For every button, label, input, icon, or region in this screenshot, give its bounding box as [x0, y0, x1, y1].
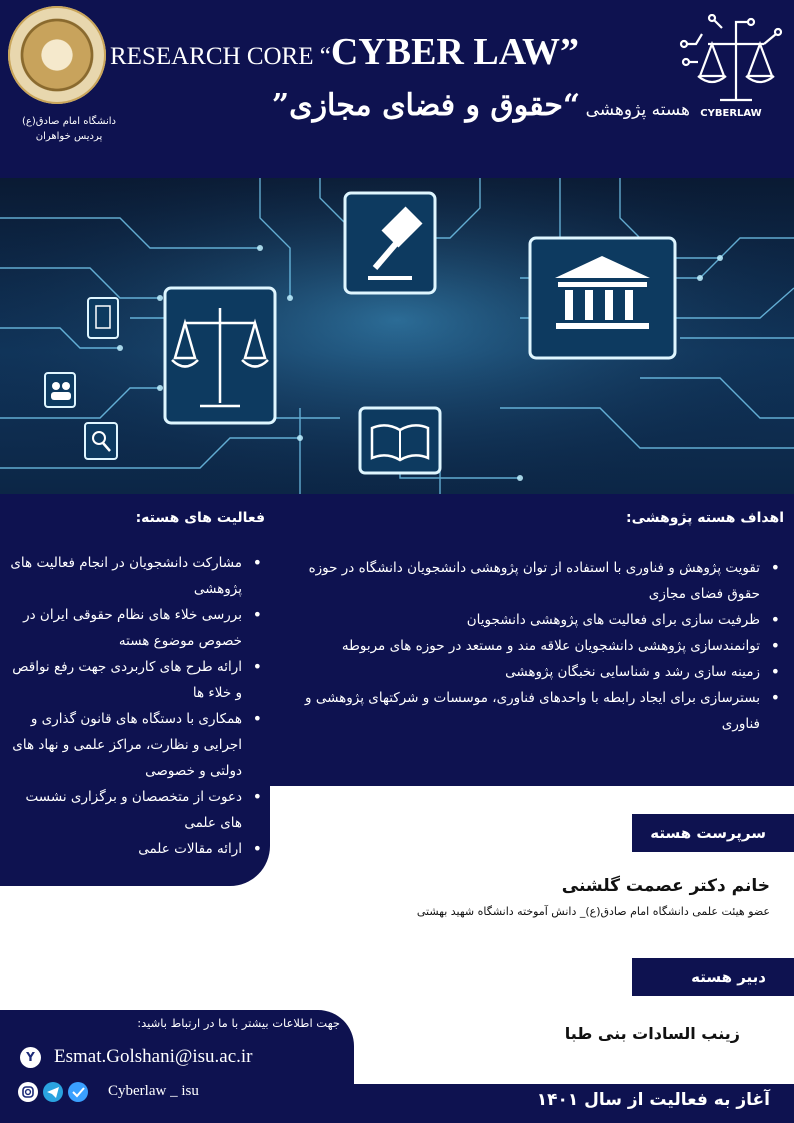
yahoo-icon: Y — [20, 1047, 41, 1068]
goals-list — [290, 555, 784, 737]
title-en — [110, 30, 690, 74]
social-icons — [18, 1081, 98, 1103]
people-icon — [45, 373, 75, 407]
activities-heading: فعالیت های هسته: — [135, 510, 265, 526]
book-icon — [360, 408, 440, 473]
title-fa-prefix: هسته پژوهشی — [580, 100, 690, 120]
activities-list — [10, 550, 266, 862]
courthouse-icon — [530, 238, 675, 358]
secretary-tag: دبیر هسته — [632, 958, 794, 996]
goal-item: • تقویت پژوهش و فناوری با استفاده از توان پژوهشی دانشجویان دانشگاه در حوزه حقوق فضای مجازی — [290, 555, 784, 607]
goal-item: • بسترسازی برای ایجاد رابطه با واحدهای فناوری، موسسات و شرکتهای پژوهشی و فناوری — [290, 685, 784, 737]
activity-item: • ارائه طرح های کاربردی جهت رفع نواقص و خلاء ها — [10, 654, 266, 706]
telegram-icon[interactable] — [43, 1082, 63, 1102]
title-fa-main: “حقوق و فضای مجازی” — [271, 88, 581, 123]
title-en-suffix: ” — [559, 31, 579, 73]
circuit-board-illustration — [0, 178, 794, 494]
scales-of-justice-icon — [165, 288, 275, 423]
university-logo — [8, 6, 106, 104]
contact-email[interactable]: Esmat.Golshani@isu.ac.ir — [54, 1046, 253, 1067]
university-name — [14, 114, 124, 144]
goals-heading: اهداف هسته پژوهشی: — [626, 510, 784, 526]
activity-item: • بررسی خلاء های نظام حقوقی ایران در خصوص موضوع هسته — [10, 602, 266, 654]
university-line-1: دانشگاه امام صادق(ع) — [22, 116, 116, 127]
goal-item: • زمینه سازی رشد و شناسایی نخبگان پژوهشی — [290, 659, 784, 685]
document-icon — [88, 298, 118, 338]
secretary-name: زینب السادات بنی طبا — [564, 1024, 740, 1043]
title-fa — [170, 88, 690, 123]
checkmark-icon[interactable] — [68, 1082, 88, 1102]
goal-item: • توانمندسازی پژوهشی دانشجویان علاقه مند و مستعد در حوزه های مربوطه — [290, 633, 784, 659]
contact-title: جهت اطلاعات بیشتر با ما در ارتباط باشید: — [137, 1016, 340, 1030]
title-en-main: CYBER LAW — [330, 31, 560, 73]
cyberlaw-logo-label: CYBERLAW — [700, 108, 762, 119]
hero-circuit-image — [0, 178, 794, 494]
gavel-icon — [345, 193, 435, 293]
activity-item: • ارائه مقالات علمی — [10, 836, 266, 862]
activity-item: • همکاری با دستگاه های قانون گذاری و اجرایی و نظارت، مراکز علمی و نهاد های دولتی و خصوصی — [10, 706, 266, 784]
supervisor-name: خانم دکتر عصمت گلشنی — [561, 876, 770, 896]
social-handle[interactable]: Cyberlaw _ isu — [108, 1083, 199, 1099]
activity-item: • دعوت از متخصصان و برگزاری نشست های علمی — [10, 784, 266, 836]
magnifier-icon — [85, 423, 117, 459]
goal-item: • ظرفیت سازی برای فعالیت های پژوهشی دانشجویان — [290, 607, 784, 633]
university-line-2: پردیس خواهران — [35, 131, 103, 142]
start-year-text: آغاز به فعالیت از سال ۱۴۰۱ — [536, 1090, 770, 1110]
instagram-icon[interactable] — [18, 1082, 38, 1102]
title-en-prefix: RESEARCH CORE “ — [110, 43, 331, 70]
supervisor-tag: سرپرست هسته — [632, 814, 794, 852]
supervisor-description: عضو هیئت علمی دانشگاه امام صادق(ع)_ دانش آموخته دانشگاه شهید بهشتی — [416, 905, 770, 918]
activity-item: • مشارکت دانشجویان در انجام فعالیت های پژوهشی — [10, 550, 266, 602]
